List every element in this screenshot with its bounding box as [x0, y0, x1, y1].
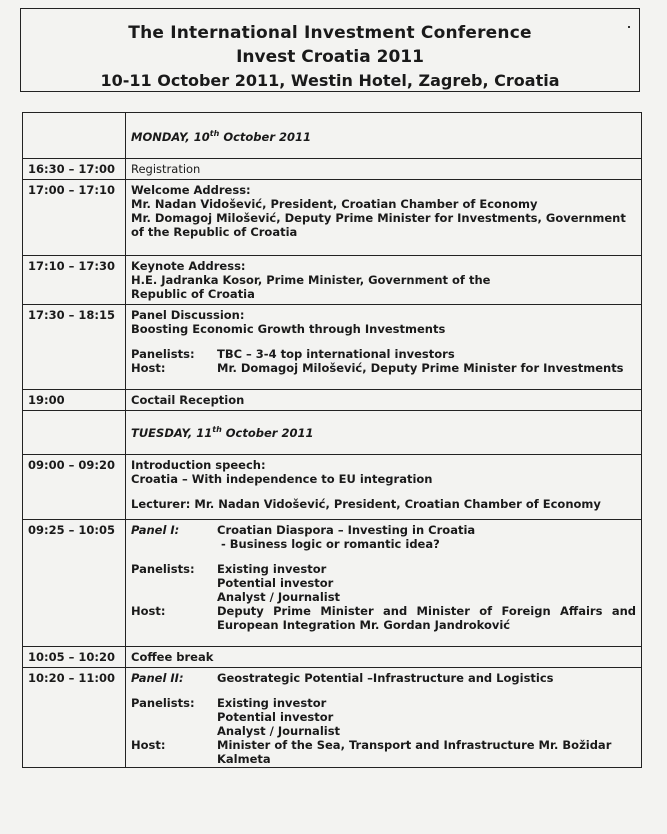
panelist-item: Analyst / Journalist — [217, 724, 341, 738]
conference-title: The International Investment Conference — [128, 23, 532, 43]
lecturer-line: Lecturer: Mr. Nadan Vidošević, President, Croatian Chamber of Economy — [131, 497, 601, 511]
panelists-value: TBC – 3-4 top international investors — [217, 347, 455, 361]
panelists-label: Panelists: — [131, 562, 195, 576]
day1-label: MONDAY, 10th October 2011 — [131, 129, 312, 144]
table-row — [23, 256, 642, 305]
table-row — [23, 390, 642, 411]
table-row — [23, 159, 642, 180]
session-time: 16:30 – 17:00 — [23, 159, 126, 180]
session-title: Registration — [126, 159, 642, 180]
session-title: Coffee break — [126, 647, 642, 668]
table-row — [23, 520, 642, 647]
conference-title-box — [20, 8, 640, 92]
table-row — [23, 668, 642, 768]
speaker-line: Mr. Nadan Vidošević, President, Croatian Chamber of Economy — [131, 197, 538, 211]
panel-label: Panel I: — [131, 523, 180, 537]
panelists-label: Panelists: — [131, 347, 195, 361]
panelist-item: Existing investor — [217, 562, 327, 576]
session-title: Geostrategic Potential –Infrastructure and Logistics — [217, 671, 554, 685]
schedule-table — [22, 112, 642, 768]
session-time: 10:05 – 10:20 — [23, 647, 126, 668]
host-label: Host: — [131, 604, 166, 618]
session-title: Croatian Diaspora – Investing in Croatia — [217, 523, 476, 537]
session-time: 17:10 – 17:30 — [23, 256, 126, 305]
session-subtitle: Croatia – With independence to EU integration — [131, 472, 433, 486]
day2-label: TUESDAY, 11th October 2011 — [131, 425, 314, 440]
day2-header-row — [23, 411, 642, 455]
day1-header-row — [23, 113, 642, 159]
panel-bullet: - Business logic or romantic idea? — [221, 537, 440, 551]
panelist-item: Potential investor — [217, 710, 334, 724]
session-time: 19:00 — [23, 390, 126, 411]
session-title: Coctail Reception — [126, 390, 642, 411]
conference-date-venue: 10-11 October 2011, Westin Hotel, Zagreb, Croatia — [100, 71, 560, 90]
speaker-line: H.E. Jadranka Kosor, Prime Minister, Government of the Republic of Croatia — [131, 273, 491, 301]
session-time: 17:00 – 17:10 — [23, 180, 126, 256]
table-row — [23, 180, 642, 256]
host-value: Minister of the Sea, Transport and Infrastructure Mr. Božidar Kalmeta — [217, 738, 612, 766]
panelist-item: Potential investor — [217, 576, 334, 590]
conference-subtitle: Invest Croatia 2011 — [236, 47, 424, 67]
session-title: Panel Discussion: — [131, 308, 245, 322]
panelist-item: Analyst / Journalist — [217, 590, 341, 604]
host-value: Deputy Prime Minister and Minister of Foreign Affairs and European Integration Mr. Gordan Jandroković — [217, 604, 636, 632]
table-row — [23, 647, 642, 668]
panel-label: Panel II: — [131, 671, 184, 685]
table-row — [23, 455, 642, 520]
session-time: 09:00 – 09:20 — [23, 455, 126, 520]
session-title: Keynote Address: — [131, 259, 246, 273]
session-time: 17:30 – 18:15 — [23, 305, 126, 390]
host-label: Host: — [131, 361, 166, 375]
host-value: Mr. Domagoj Milošević, Deputy Prime Minister for Investments — [217, 361, 624, 375]
panelists-label: Panelists: — [131, 696, 195, 710]
scan-speck — [628, 26, 630, 28]
session-title: Introduction speech: — [131, 458, 266, 472]
session-subtitle: Boosting Economic Growth through Investments — [131, 322, 446, 336]
session-time: 09:25 – 10:05 — [23, 520, 126, 647]
table-row — [23, 305, 642, 390]
session-title: Welcome Address: — [131, 183, 251, 197]
panelist-item: Existing investor — [217, 696, 327, 710]
session-time: 10:20 – 11:00 — [23, 668, 126, 768]
host-label: Host: — [131, 738, 166, 752]
speaker-line: Mr. Domagoj Milošević, Deputy Prime Minister for Investments, Government of the Republic of Croatia — [131, 211, 626, 239]
